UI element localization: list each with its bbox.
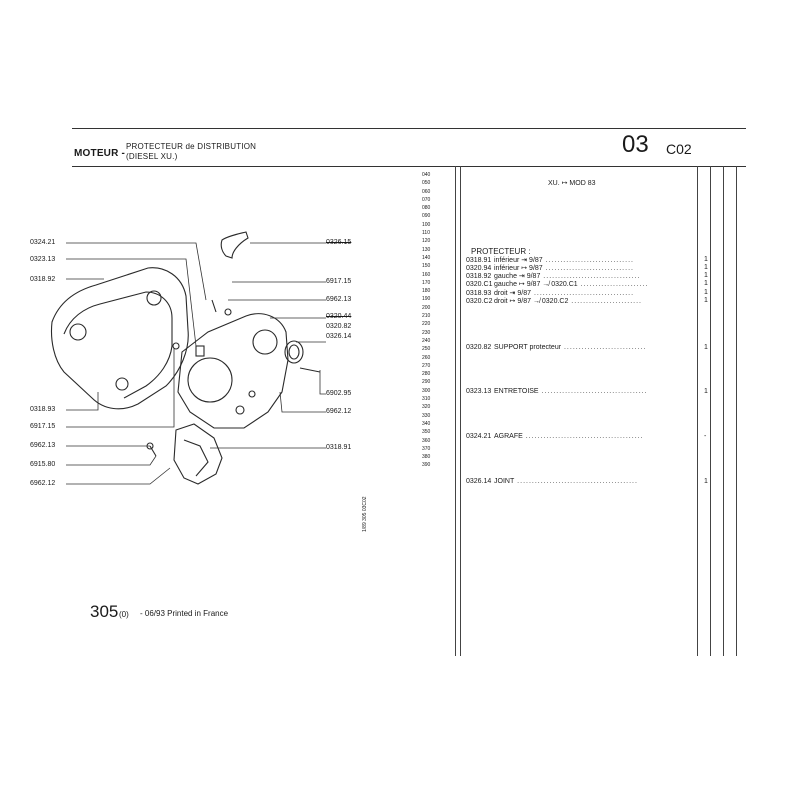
bolt-shape: [300, 368, 320, 372]
part-quantity: 1: [704, 289, 708, 296]
print-info: - 06/93 Printed in France: [140, 609, 229, 618]
part-ref: 0318.92: [466, 273, 492, 280]
plate-hole: [249, 391, 255, 397]
dot-leader: ..............................: [542, 257, 634, 264]
line-number: 170: [422, 279, 431, 286]
part-ref: 0326.14: [466, 478, 492, 485]
line-number: 090: [422, 213, 431, 220]
part-ref: 0318.91: [466, 257, 492, 264]
line-number: 280: [422, 371, 431, 378]
line-number: 360: [422, 437, 431, 444]
line-number: 230: [422, 329, 431, 336]
dot-leader: ........................................: [522, 433, 644, 440]
part-label: 6917.15: [326, 278, 352, 285]
page-title-line2: (DIESEL XU.): [126, 152, 178, 161]
dot-leader: ....................................: [538, 388, 648, 395]
part-description: gauche ⇥ 9/87: [494, 273, 541, 280]
left-cover-shape: [52, 268, 189, 409]
part-label: 6962.12: [30, 480, 56, 487]
part-ref: 0318.93: [466, 290, 492, 297]
line-number: 250: [422, 346, 431, 353]
lower-cover-inner: [184, 440, 208, 476]
dot-leader: .................................: [540, 273, 641, 280]
line-number: 380: [422, 454, 431, 461]
line-number: 040: [422, 172, 431, 178]
line-number: 080: [422, 205, 431, 212]
part-description: inférieur ⇥ 9/87: [494, 257, 543, 264]
part-ref: 0320.C2: [466, 298, 493, 305]
group-title: PROTECTEUR :: [471, 247, 531, 256]
washer-shape: [225, 309, 231, 315]
left-cover-hole: [116, 378, 128, 390]
part-label: 0318.93: [30, 406, 56, 413]
clip-shape: [221, 232, 248, 258]
sub-code: C02: [666, 141, 692, 157]
model-suffix: (0): [119, 610, 129, 619]
line-number: 310: [422, 396, 431, 403]
part-label: 0326.15: [326, 239, 352, 246]
line-number: 130: [422, 246, 431, 253]
part-description: gauche ↦ 9/87 ↛ 0320.C1: [494, 281, 578, 288]
line-number: 180: [422, 288, 431, 295]
line-number: 100: [422, 221, 431, 228]
part-label: 6915.80: [30, 461, 56, 468]
part-label: 0324.21: [30, 239, 56, 246]
plate-opening: [188, 358, 232, 402]
line-number: 290: [422, 379, 431, 386]
line-number: 270: [422, 362, 431, 369]
plate-opening: [253, 330, 277, 354]
lower-cover-shape: [174, 424, 222, 484]
part-label: 6917.15: [30, 423, 56, 430]
spacer-shape: [196, 346, 204, 356]
line-number: 340: [422, 420, 431, 427]
part-label: 6962.12: [326, 408, 352, 415]
part-label: 0323.13: [30, 256, 56, 263]
applicability-tag: XU. ↦ MOD 83: [548, 180, 596, 187]
line-number: 320: [422, 404, 431, 411]
dot-leader: .........................................: [514, 478, 638, 485]
part-description: JOINT: [494, 478, 515, 485]
dot-leader: ............................: [561, 344, 647, 351]
part-description: droit ⇥ 9/87: [494, 290, 531, 297]
part-ref: 0320.94: [466, 265, 492, 272]
line-number: 350: [422, 429, 431, 436]
part-quantity: 1: [704, 297, 708, 304]
part-ref: 0320.82: [466, 344, 492, 351]
part-quantity: 1: [704, 256, 708, 263]
line-number: 120: [422, 238, 431, 245]
part-label: 0318.91: [326, 444, 352, 451]
part-quantity: 1: [704, 272, 708, 279]
line-number: 160: [422, 271, 431, 278]
part-ref: 0320.C1: [466, 281, 493, 288]
line-number: 300: [422, 387, 431, 394]
dot-leader: ........................: [568, 298, 642, 305]
dot-leader: ..................................: [531, 290, 635, 297]
part-quantity: 1: [704, 388, 708, 395]
line-number: 060: [422, 188, 431, 195]
part-description: droit ↦ 9/87 ↛ 0320.C2: [494, 298, 569, 305]
part-label: 0320.82: [326, 323, 352, 330]
left-cover-inner: [64, 292, 172, 398]
part-description: AGRAFE: [494, 433, 523, 440]
line-number: 140: [422, 254, 431, 261]
line-number: 260: [422, 354, 431, 361]
line-number: 370: [422, 445, 431, 452]
part-label: 0320.44: [326, 313, 352, 320]
line-number: 240: [422, 337, 431, 344]
part-label: 0326.14: [326, 333, 352, 340]
plate-hole: [236, 406, 244, 414]
part-label: 6902.95: [326, 390, 352, 397]
line-number: 050: [422, 180, 431, 187]
section-title: MOTEUR -: [74, 148, 126, 159]
part-label: 6962.13: [30, 442, 56, 449]
dot-leader: ..............................: [542, 265, 634, 272]
line-number: 070: [422, 196, 431, 203]
part-quantity: 1: [704, 478, 708, 485]
line-number: 200: [422, 304, 431, 311]
document-reference: 1/89 305 03C02: [362, 496, 368, 532]
part-quantity: 1: [704, 264, 708, 271]
part-label: 0318.92: [30, 276, 56, 283]
model-number: 305: [90, 602, 119, 621]
line-number: 220: [422, 321, 431, 328]
part-quantity: 1: [704, 280, 708, 287]
part-quantity: -: [704, 433, 707, 440]
dot-leader: .......................: [577, 281, 649, 288]
line-number: 210: [422, 313, 431, 320]
left-cover-hole: [70, 324, 86, 340]
part-ref: 0323.13: [466, 388, 492, 395]
part-label: 6962.13: [326, 296, 352, 303]
part-description: SUPPORT protecteur: [494, 344, 562, 351]
part-description: inférieur ↦ 9/87: [494, 265, 543, 272]
line-number: 110: [422, 230, 430, 237]
seal-inner: [289, 345, 299, 359]
part-quantity: 1: [704, 344, 708, 351]
line-number: 330: [422, 412, 431, 419]
part-ref: 0324.21: [466, 433, 492, 440]
line-number: 390: [422, 462, 431, 469]
page-title-line1: PROTECTEUR de DISTRIBUTION: [126, 142, 257, 151]
part-description: ENTRETOISE: [494, 388, 539, 395]
chapter-code: 03: [622, 131, 649, 158]
line-number: 190: [422, 296, 431, 303]
line-number: 150: [422, 263, 431, 270]
bolt-shape: [212, 300, 216, 312]
